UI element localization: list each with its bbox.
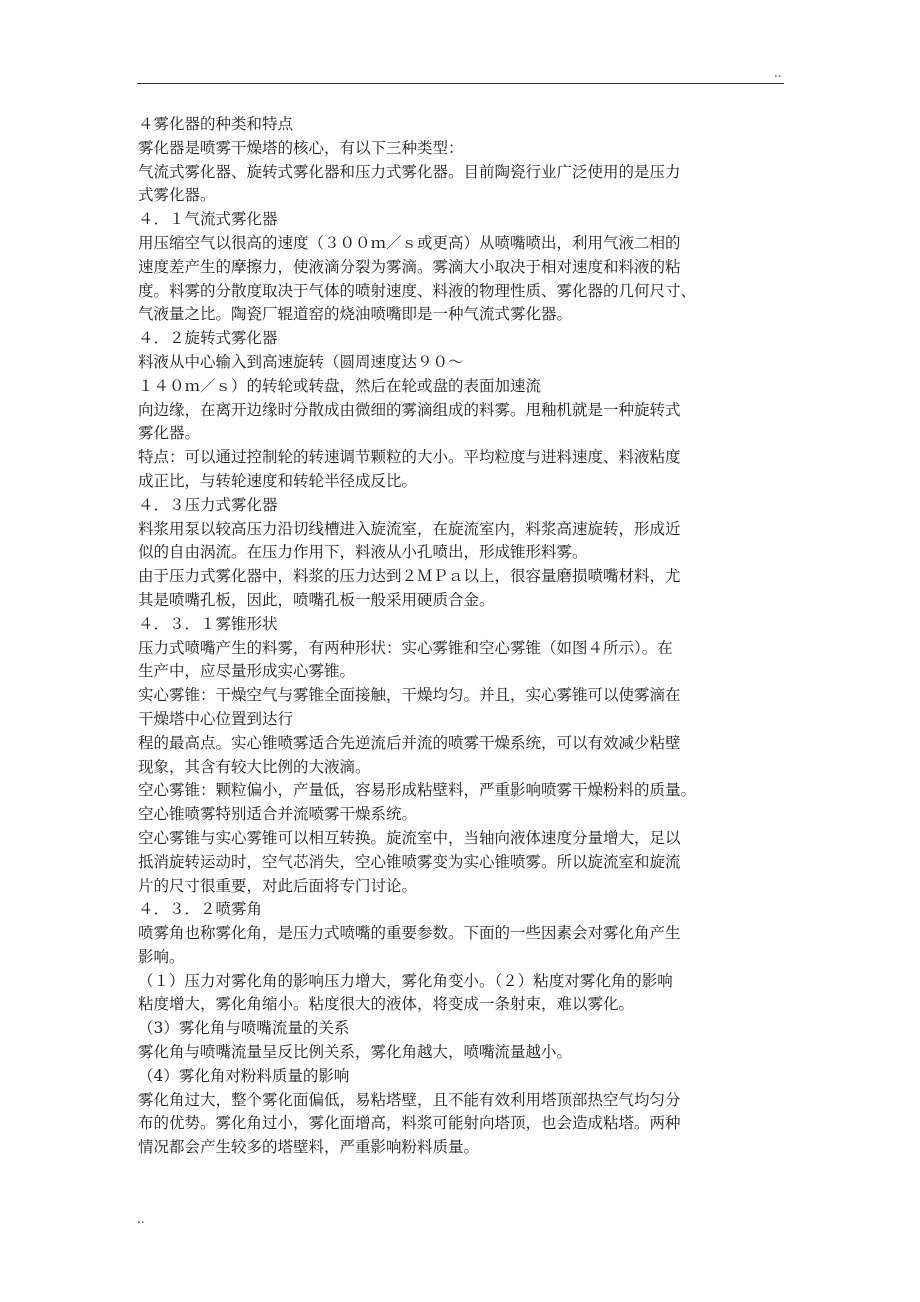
subsection-heading: ４．３．２喷雾角	[138, 900, 263, 919]
text-line: （１）压力对雾化角的影响压力增大，雾化角变小。（２）粘度对雾化角的影响	[138, 971, 673, 990]
text-line: 气液量之比。陶瓷厂辊道窑的烧油喷嘴即是一种气流式雾化器。	[138, 305, 573, 324]
subsection-heading: ４．１气流式雾化器	[138, 210, 278, 229]
text-line: 情况都会产生较多的塔壁料，严重影响粉料质量。	[138, 1138, 480, 1157]
text-line: 雾化器。	[138, 424, 201, 443]
text-line: （4）雾化角对粉料质量的影响	[138, 1066, 350, 1085]
text-line: 程的最高点。实心锥喷雾适合先逆流后并流的喷雾干燥系统，可以有效减少粘壁	[138, 733, 681, 752]
text-line: 干燥塔中心位置到达行	[138, 709, 294, 728]
text-line: 影响。	[138, 947, 185, 966]
text-line: 速度差产生的摩擦力，使液滴分裂为雾滴。雾滴大小取决于相对速度和料液的粘	[138, 257, 681, 276]
subsection-heading: ４．２旋转式雾化器	[138, 329, 278, 348]
text-line: 气流式雾化器、旋转式雾化器和压力式雾化器。目前陶瓷行业广泛使用的是压力	[138, 162, 681, 181]
document-body	[138, 113, 790, 1160]
text-line: 抵消旋转运动时，空气芯消失，空心锥喷雾变为实心锥喷雾。所以旋流室和旋流	[138, 852, 681, 871]
text-line: 似的自由涡流。在压力作用下，料液从小孔喷出，形成锥形料雾。	[138, 543, 588, 562]
text-line: 空心雾锥：颗粒偏小，产量低，容易形成粘壁料，严重影响喷雾干燥粉料的质量。	[138, 781, 697, 800]
header-rule	[137, 83, 784, 84]
text-line: 式雾化器。	[138, 186, 216, 205]
text-line: 空心锥喷雾特别适合并流喷雾干燥系统。	[138, 805, 418, 824]
text-line: 度。料雾的分散度取决于气体的喷射速度、料液的物理性质、雾化器的几何尺寸、	[138, 281, 697, 300]
header-marker: ..	[774, 66, 782, 80]
text-line: 成正比，与转轮速度和转轮半径成反比。	[138, 471, 418, 490]
section-heading: ４雾化器的种类和特点	[138, 115, 294, 133]
text-line: 压力式喷嘴产生的料雾，有两种形状：实心雾锥和空心雾锥（如图４所示）。在	[138, 638, 673, 657]
text-line: １４０ｍ／ｓ）的转轮或转盘，然后在轮或盘的表面加速流	[138, 376, 542, 395]
text-line: 布的优势。雾化角过小，雾化面增高，料浆可能射向塔顶，也会造成粘塔。两种	[138, 1114, 681, 1133]
subsection-heading: ４．３压力式雾化器	[138, 495, 278, 514]
subsection-heading: ４．３．１雾锥形状	[138, 614, 278, 633]
text-line: 雾化角与喷嘴流量呈反比例关系，雾化角越大，喷嘴流量越小。	[138, 1043, 573, 1062]
text-line: 生产中，应尽量形成实心雾锥。	[138, 662, 356, 681]
text-line: 其是喷嘴孔板，因此，喷嘴孔板一般采用硬质合金。	[138, 590, 495, 609]
text-line: 料液从中心输入到高速旋转（圆周速度达９０～	[138, 352, 464, 371]
text-line: 现象，其含有较大比例的大液滴。	[138, 757, 371, 776]
text-line: 空心雾锥与实心雾锥可以相互转换。旋流室中，当轴向液体速度分量增大，足以	[138, 828, 681, 847]
text-line: 用压缩空气以很高的速度（３００ｍ／ｓ或更高）从喷嘴喷出，利用气液二相的	[138, 233, 681, 252]
text-line: 雾化角过大，整个雾化面偏低，易粘塔壁，且不能有效利用塔顶部热空气均匀分	[138, 1090, 681, 1109]
text-line: 片的尺寸很重要，对此后面将专门讨论。	[138, 876, 418, 895]
text-line: （3）雾化角与喷嘴流量的关系	[138, 1019, 350, 1038]
text-line: 特点：可以通过控制轮的转速调节颗粒的大小。平均粒度与进料速度、料液粘度	[138, 448, 681, 467]
text-line: 喷雾角也称雾化角，是压力式喷嘴的重要参数。下面的一些因素会对雾化角产生	[138, 924, 681, 943]
text-line: 雾化器是喷雾干燥塔的核心，有以下三种类型：	[138, 138, 464, 157]
text-line: 料浆用泵以较高压力沿切线槽进入旋流室，在旋流室内，料浆高速旋转，形成近	[138, 519, 681, 538]
text-line: 粘度增大，雾化角缩小。粘度很大的液体，将变成一条射束，难以雾化。	[138, 995, 635, 1014]
text-line: 向边缘，在离开边缘时分散成由微细的雾滴组成的料雾。甩釉机就是一种旋转式	[138, 400, 681, 419]
footer-marker: ..	[137, 1212, 145, 1226]
text-line: 实心雾锥：干燥空气与雾锥全面接触，干燥均匀。并且，实心雾锥可以使雾滴在	[138, 686, 681, 705]
text-line: 由于压力式雾化器中，料浆的压力达到２ＭＰａ以上，很容量磨损喷嘴材料，尤	[138, 567, 681, 586]
